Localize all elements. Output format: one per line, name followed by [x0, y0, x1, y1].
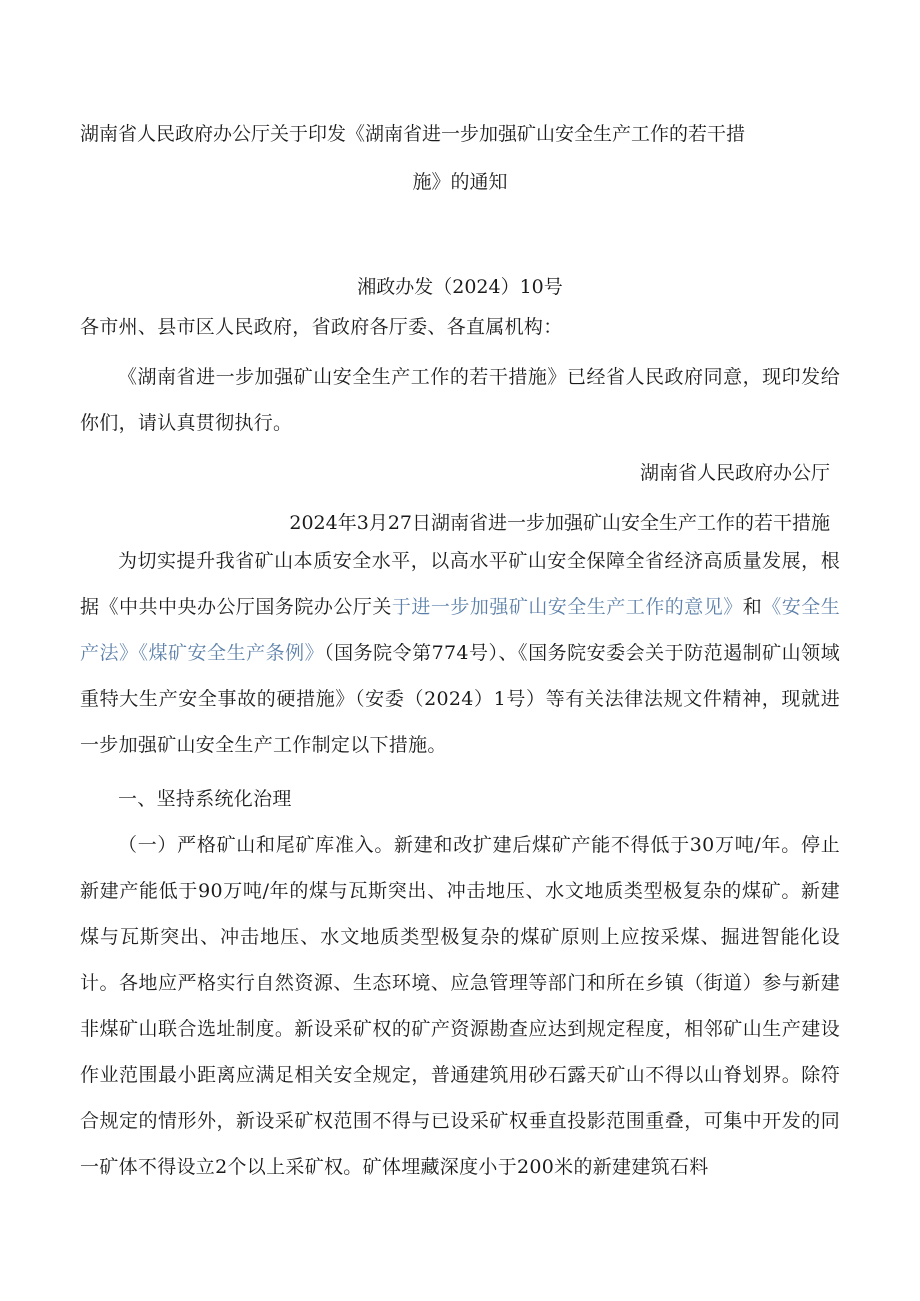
document-number: 湘政办发（2024）10号	[357, 276, 563, 298]
issuer: 湖南省人民政府办公厅	[639, 462, 830, 484]
intro-paragraph	[80, 538, 840, 768]
intro-link-laws[interactable]: 《安全生产法》《煤矿安全生产条例》	[80, 596, 840, 664]
intro-text-2: 和	[742, 596, 763, 618]
intro-text-3: （国务院令第774号）、《国务院安委会关于防范遏制矿山领域重特大生产安全事故的硬措施》（安委（2024）1号）等有关法律法规文件精神，现就进一步加强矿山安全生产工作制定以下措施。	[80, 642, 840, 756]
notice-body: 《湖南省进一步加强矿山安全生产工作的若干措施》已经省人民政府同意，现印发给你们，请认真贯彻执行。	[80, 366, 840, 434]
title-line-1: 湖南省人民政府办公厅关于印发《湖南省进一步加强矿山安全生产工作的若干措	[80, 123, 746, 145]
intro-link-opinion[interactable]: 于进一步加强矿山安全生产工作的意见》	[391, 596, 743, 618]
title-line-2: 施》的通知	[412, 171, 508, 193]
addressee: 各市州、县市区人民政府，省政府各厅委、各直属机构：	[80, 316, 563, 338]
date-and-subtitle: 2024年3月27日湖南省进一步加强矿山安全生产工作的若干措施	[289, 512, 830, 534]
section-1-heading: 一、坚持系统化治理	[118, 788, 292, 810]
section-1-item-1: （一）严格矿山和尾矿库准入。新建和改扩建后煤矿产能不得低于30万吨/年。停止新建产能低于90万吨/年的煤与瓦斯突出、冲击地压、水文地质类型极复杂的煤矿。新建煤与瓦斯突出、冲击地压、水文地质类型极复杂的煤矿原则上应按采煤、掘进智能化设计。各地应严格实行自然资源、生态环境、应急管理等部门和所在乡镇（街道）参与新建非煤矿山联合选址制度。新设采矿权的矿产资源勘查应达到规定程度，相邻矿山生产建设作业范围最小距离应满足相关安全规定，普通建筑用砂石露天矿山不得以山脊划界。除符合规定的情形外，新设采矿权范围不得与已设采矿权垂直投影范围重叠，可集中开发的同一矿体不得设立2个以上采矿权。矿体埋藏深度小于200米的新建建筑石料	[80, 834, 840, 1178]
document-title	[80, 110, 840, 206]
intro-text-1: 为切实提升我省矿山本质安全水平，以高水平矿山安全保障全省经济高质量发展，根据《中共中央办公厅国务院办公厅关	[80, 550, 840, 618]
